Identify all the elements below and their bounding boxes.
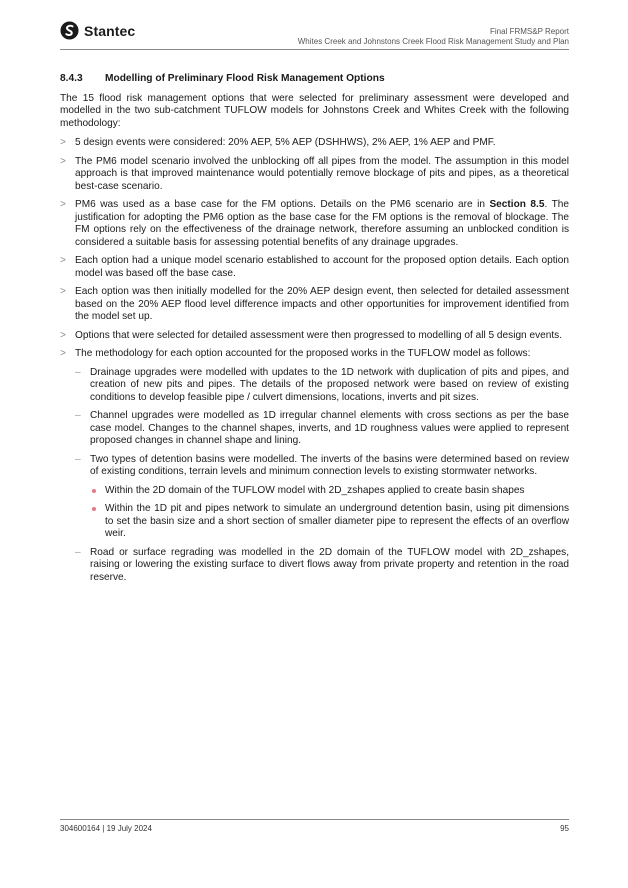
footer-doc-ref: 304600164 | 19 July 2024 xyxy=(60,824,152,833)
list-item: > Options that were selected for detailed assessment were then progressed to modelling of all 5 design events. xyxy=(60,330,569,343)
list-item: > Each option was then initially modelled for the 20% AEP design event, then selected for detailed assessment based on the 20% AEP flood level difference impacts and other opportunities for improvement identified from the model set up. xyxy=(60,286,569,324)
methodology-list xyxy=(60,137,569,584)
sub-list-item-text: Two types of detention basins were modelled. The inverts of the basins were determined based on review of existing conditions, terrain levels and minimum connection levels to existing stormwater networks. xyxy=(90,453,569,477)
header-divider xyxy=(60,49,569,50)
list-item: > The PM6 model scenario involved the unblocking off all pipes from the model. The assumption in this model approach is that improved maintenance would potentially remove blockage of pits and pipes, as a theoretical best-case scenario. xyxy=(60,156,569,194)
sub-list-item xyxy=(75,454,569,541)
basin-types-list xyxy=(90,485,569,541)
list-item-text: The methodology for each option accounted for the proposed works in the TUFLOW model as follows: xyxy=(75,348,531,359)
sub-list-item: – Channel upgrades were modelled as 1D irregular channel elements with cross sections as per the base case model. Changes to the channel shapes, inverts, and 1D roughness values were applied to represent proposed changes in channel shape and lining. xyxy=(75,410,569,448)
intro-paragraph: The 15 flood risk management options that were selected for preliminary assessment were developed and modelled in the two sub-catchment TUFLOW models for Johnstons Creek and Whites Creek with the following methodology: xyxy=(60,92,569,129)
section-heading xyxy=(60,73,569,86)
section-reference: Section 8.5 xyxy=(489,199,545,210)
list-item xyxy=(60,199,569,249)
sub-list-item: – Drainage upgrades were modelled with updates to the 1D network with duplication of pits and pipes, and creation of new pits and pipes. The details of the proposed network were based on review of existing conditions to develop feasible pipe / culvert dimensions, locations, inverts and pit sizes. xyxy=(75,367,569,405)
list-item: > Each option had a unique model scenario established to account for the proposed option details. Each option model was based off the base case. xyxy=(60,255,569,280)
stantec-logo-icon xyxy=(60,21,79,40)
report-subtitle: Whites Creek and Johnstons Creek Flood Risk Management Study and Plan xyxy=(297,37,569,46)
section-number: 8.4.3 xyxy=(60,73,83,84)
list-item-text: PM6 was used as a base case for the FM options. Details on the PM6 scenario are in xyxy=(75,199,490,210)
main-content xyxy=(60,73,569,590)
header-report-info xyxy=(298,27,569,47)
sub-list-item: – Road or surface regrading was modelled in the 2D domain of the TUFLOW model with 2D_zshapes, raising or lowering the existing surface to divert flows away from private property and retention in the road reserve. xyxy=(75,547,569,585)
page-number: 95 xyxy=(560,824,569,833)
option-methods-list xyxy=(75,367,569,585)
report-title: Final FRMS&P Report xyxy=(490,27,569,36)
list-item: > 5 design events were considered: 20% AEP, 5% AEP (DSHHWS), 2% AEP, 1% AEP and PMF. xyxy=(60,137,569,150)
list-item xyxy=(60,348,569,584)
logo-wordmark: Stantec xyxy=(84,22,136,39)
section-title: Modelling of Preliminary Flood Risk Management Options xyxy=(105,73,385,84)
basin-list-item: Within the 1D pit and pipes network to simulate an underground detention basin, using pit dimensions to set the basin size and a short section of smaller diameter pipe to represent the effects of an overflow weir. xyxy=(90,503,569,541)
list-item-text: . The justification for adopting the PM6 option as the base case for the FM options is the removal of blockage. The FM options rely on the effectiveness of the drainage network, therefore assuming an unblocked condition is considered a suitable basis for assessing potential benefits of any drainage upgrades. xyxy=(75,199,569,248)
basin-list-item: Within the 2D domain of the TUFLOW model with 2D_zshapes applied to create basin shapes xyxy=(90,485,569,498)
footer-divider xyxy=(60,819,569,820)
stantec-logo xyxy=(60,21,135,40)
